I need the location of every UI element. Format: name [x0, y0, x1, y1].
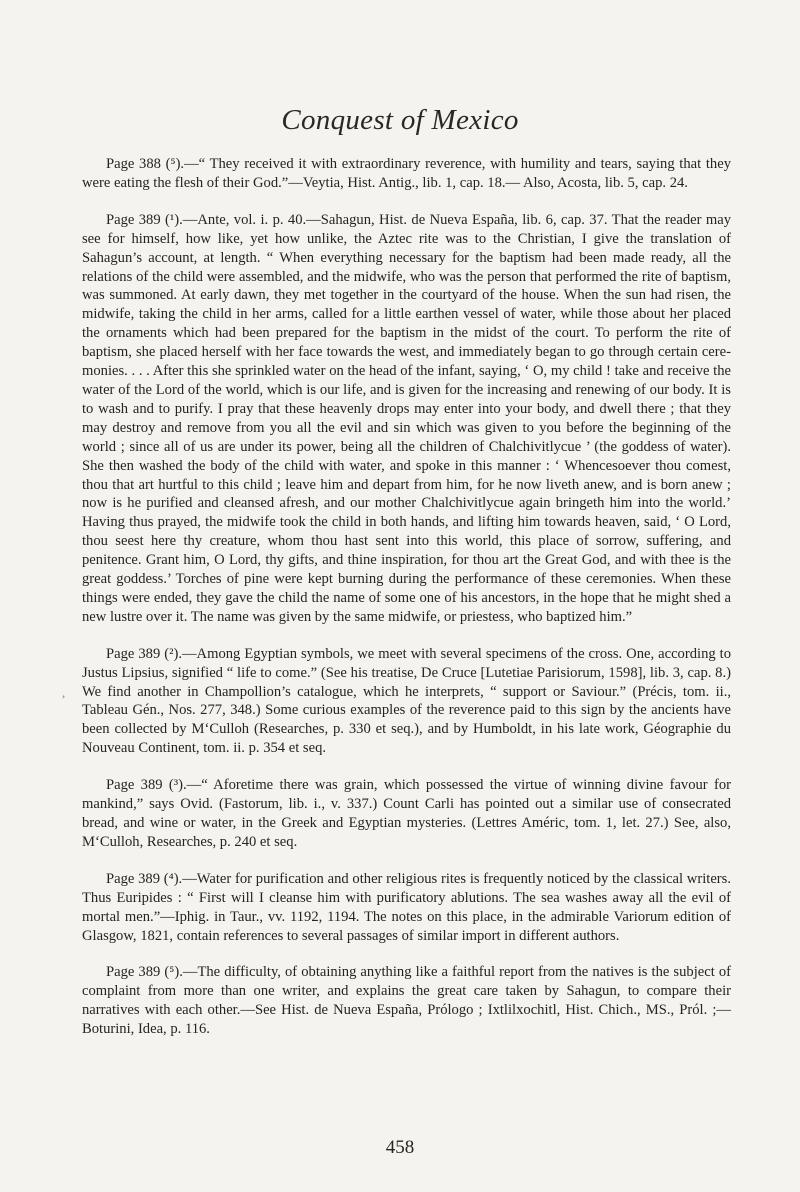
note-page-389-3: Page 389 (³).—“ Aforetime there was grain, which possessed the virtue of winning divine favour for mankind,” says Ovid. (Fastorum, lib. i., v. 337.) Count Carli has pointed out a similar use of consecrated bread, and wine or water, in the Greek and Egyptian mysteries. (Lettres Améric, tom. 1, let. 27.) See, also, M‘Culloh, Researches, p. 240 et seq.: [82, 777, 731, 850]
page-number: 458: [385, 1137, 415, 1158]
note-page-389-4: Page 389 (⁴).—Water for purification and other religious rites is frequently noticed by the classical writers. Thus Euripides : “ First will I cleanse him with purificatory ablutions. The sea washes away all the evil of mortal men.”—Iphig. in Taur., vv. 1192, 1194. The notes on this place, in the admirable Variorum edition of Glasgow, 1821, contain references to several passages of similar import in different authors.: [82, 870, 731, 944]
note-page-389-2: Page 389 (²).—Among Egyptian symbols, we meet with several specimens of the cross. One, according to Justus Lipsius, signified “ life to come.” (See his treatise, De Cruce [Lutetiae Parisiorum, 1598], lib. 3, cap. 8.) We find another in Champollion’s catalogue, which he interprets, “ support or Saviour.” (Précis, tom. ii., Tableau Gén., Nos. 277, 348.) Some curious examples of the reverence paid to this sign by the ancients have been collected by M‘Culloh (Researches, p. 330 et seq.), and by Humboldt, in his late work, Géographie du Nouveau Continent, tom. ii. p. 354 et seq.: [82, 645, 731, 757]
note-page-389-5: Page 389 (⁵).—The difficulty, of obtaining anything like a faithful report from the natives is the subject of complaint from more than one writer, and explains the great care taken by Sahagun, to compare their narratives with each other.—See Hist. de Nueva España, Prólogo ; Ixtlilxochitl, Hist. Chich., MS., Pról. ;—Boturini, Idea, p. 116.: [82, 964, 731, 1038]
running-head: Conquest of Mexico: [281, 104, 519, 136]
note-page-389-1: Page 389 (¹).—Ante, vol. i. p. 40.—Sahagun, Hist. de Nueva España, lib. 6, cap. 37. That the reader may see for himself, how like, yet how unlike, the Aztec rite was to the Christian, I give the translation of Sahagun’s account, at length. “ When everything necessary for the baptism had been made ready, all the relations of the child were assembled, and the midwife, who was the person that performed the rite of baptism, was summoned. At early dawn, they met together in the courtyard of the house. When the sun had risen, the midwife, taking the child in her arms, called for a little earthen vessel of water, while those about her placed the ornaments which had been prepared for the baptism in the midst of the court. To perform the rite of baptism, she placed herself with her face towards the west, and immediately began to go through certain ceremonies. . . . After this she sprinkled water on the head of the infant, saying, ‘ O, my child ! take and receive the water of the Lord of the world, which is our life, and is given for the increasing and renewing of our body. It is to wash and to purify. I pray that these heavenly drops may enter into your body, and dwell there ; that they may destroy and remove from you all the evil and sin which was given to you before the beginning of the world ; since all of us are under its power, being all the children of Chalchivitlycue ’ (the goddess of water). She then washed the body of the child with water, and spoke in this manner : ‘ Whencesoever thou comest, thou that art hurtful to this child ; leave him and depart from him, for he now liveth anew, and is born anew ; now is he purified and cleansed afresh, and our mother Chalchivitlycue again bringeth him into the world.’ Having thus prayed, the midwife took the child in both hands, and lifting him towards heaven, said, ‘ O Lord, thou seest here thy creature, whom thou hast sent into this world, this place of sorrow, suffering, and penitence. Grant him, O Lord, thy gifts, and thine inspiration, for thou art the Great God, and with thee is the great goddess.’ Torches of pine were kept burning during the performance of these ceremonies. When these things were ended, they gave the child the name of some one of his ancestors, in the hope that he might shed a new lustre over it. The name was given by the same midwife, or priestess, who baptized him.”: [82, 211, 731, 625]
footnotes-body: [82, 155, 731, 1057]
margin-mark: ,: [62, 685, 66, 700]
note-page-388-5: Page 388 (⁵).—“ They received it with extraordinary reverence, with humility and tears, saying that they were eating the flesh of their God.”—Veytia, Hist. Antig., lib. 1, cap. 18.— Also, Acosta, lib. 5, cap. 24.: [82, 156, 731, 191]
